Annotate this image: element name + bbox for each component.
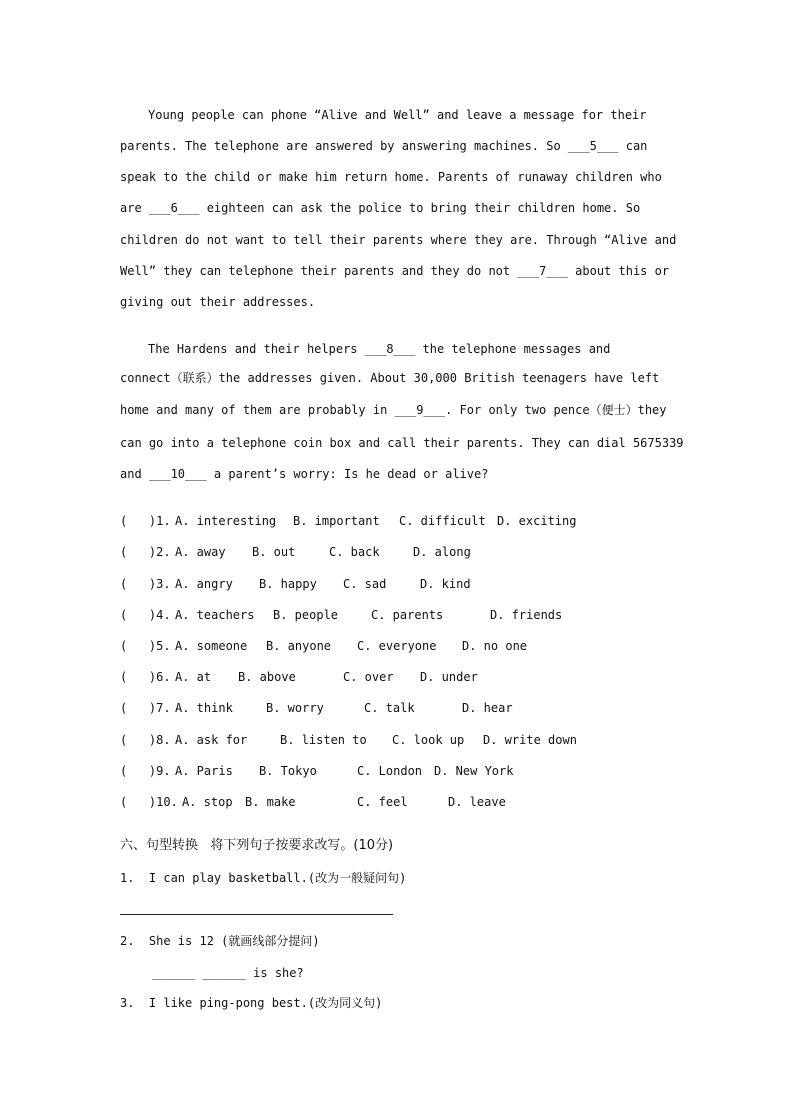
- question-number: ( )6.: [120, 670, 171, 684]
- option-c: C. parents: [371, 608, 444, 622]
- option-d: D. under: [420, 670, 478, 684]
- option-b: B. important: [293, 514, 380, 528]
- passage-p2-line-4: can go into a telephone coin box and call their parents. They can dial 5675339: [120, 436, 684, 450]
- option-c: C. talk: [364, 701, 415, 715]
- option-a: A. away: [175, 545, 226, 559]
- option-a: A. stop: [182, 795, 233, 809]
- option-a: A. someone: [175, 639, 248, 653]
- passage-p1-line-5: children do not want to tell their parents where they are. Through “Alive and: [120, 233, 677, 247]
- question-row: [120, 763, 680, 779]
- question-row: [120, 576, 680, 592]
- question-number: ( )8.: [120, 733, 171, 747]
- passage-p2-line-5: and ___10___ a parent’s worry: Is he dead or alive?: [120, 467, 489, 481]
- question-row: [120, 607, 680, 623]
- option-a: A. interesting: [175, 514, 277, 528]
- option-c: C. look up: [392, 733, 465, 747]
- option-a: A. teachers: [175, 608, 255, 622]
- option-a: A. think: [175, 701, 233, 715]
- option-d: D. exciting: [497, 514, 577, 528]
- option-b: B. above: [238, 670, 296, 684]
- option-b: B. Tokyo: [259, 764, 317, 778]
- option-a: A. ask for: [175, 733, 248, 747]
- option-a: A. Paris: [175, 764, 233, 778]
- question-number: ( )2.: [120, 545, 171, 559]
- section-heading: 六、句型转换 将下列句子按要求改写。(10分): [120, 838, 394, 853]
- question-number: ( )9.: [120, 764, 171, 778]
- question-row: [120, 544, 680, 560]
- option-c: C. sad: [343, 577, 387, 591]
- passage-p1-line-3: speak to the child or make him return home. Parents of runaway children who: [120, 170, 662, 184]
- option-c: C. feel: [357, 795, 408, 809]
- rewrite-item-3: 3. I like ping-pong best.(改为同义句): [120, 996, 383, 1010]
- question-row: [120, 638, 680, 654]
- question-row: [120, 513, 680, 529]
- option-c: C. over: [343, 670, 394, 684]
- option-c: C. London: [357, 764, 423, 778]
- rewrite-item-2-answer: ______ ______ is she?: [152, 966, 304, 980]
- question-number: ( )5.: [120, 639, 171, 653]
- passage-p1-line-6: Well” they can telephone their parents and they do not ___7___ about this or: [120, 264, 670, 278]
- option-c: C. everyone: [357, 639, 437, 653]
- passage-p1-line-7: giving out their addresses.: [120, 295, 316, 309]
- question-number: ( )10.: [120, 795, 178, 809]
- rewrite-item-2: 2. She is 12 (就画线部分提问): [120, 934, 320, 948]
- option-d: D. leave: [448, 795, 506, 809]
- option-d: D. hear: [462, 701, 513, 715]
- passage-p1-line-1: Young people can phone “Alive and Well” and leave a message for their: [148, 108, 647, 122]
- question-row: [120, 700, 680, 716]
- option-b: B. worry: [266, 701, 324, 715]
- rewrite-item-1: 1. I can play basketball.(改为一般疑问句): [120, 871, 407, 885]
- passage-p1-line-2: parents. The telephone are answered by answering machines. So ___5___ can: [120, 139, 648, 153]
- option-c: C. difficult: [399, 514, 486, 528]
- option-d: D. along: [413, 545, 471, 559]
- option-b: B. people: [273, 608, 339, 622]
- option-b: B. anyone: [266, 639, 332, 653]
- passage-p1-line-4: are ___6___ eighteen can ask the police to bring their children home. So: [120, 201, 641, 215]
- option-d: D. kind: [420, 577, 471, 591]
- question-row: [120, 794, 680, 810]
- question-row: [120, 669, 680, 685]
- question-number: ( )4.: [120, 608, 171, 622]
- option-d: D. no one: [462, 639, 528, 653]
- question-row: [120, 732, 680, 748]
- passage-p2-line-3: home and many of them are probably in ___9___. For only two pence（便士）they: [120, 403, 667, 417]
- question-number: ( )7.: [120, 701, 171, 715]
- option-a: A. at: [175, 670, 212, 684]
- option-b: B. happy: [259, 577, 317, 591]
- option-c: C. back: [329, 545, 380, 559]
- option-d: D. New York: [434, 764, 514, 778]
- option-d: D. write down: [483, 733, 577, 747]
- question-number: ( )3.: [120, 577, 171, 591]
- answer-blank-line: [120, 914, 393, 915]
- option-b: B. make: [245, 795, 296, 809]
- question-number: ( )1.: [120, 514, 171, 528]
- option-a: A. angry: [175, 577, 233, 591]
- option-d: D. friends: [490, 608, 563, 622]
- option-b: B. out: [252, 545, 296, 559]
- passage-p2-line-1: The Hardens and their helpers ___8___ the telephone messages and: [148, 342, 611, 356]
- passage-p2-line-2: connect（联系）the addresses given. About 30,000 British teenagers have left: [120, 371, 660, 385]
- option-b: B. listen to: [280, 733, 367, 747]
